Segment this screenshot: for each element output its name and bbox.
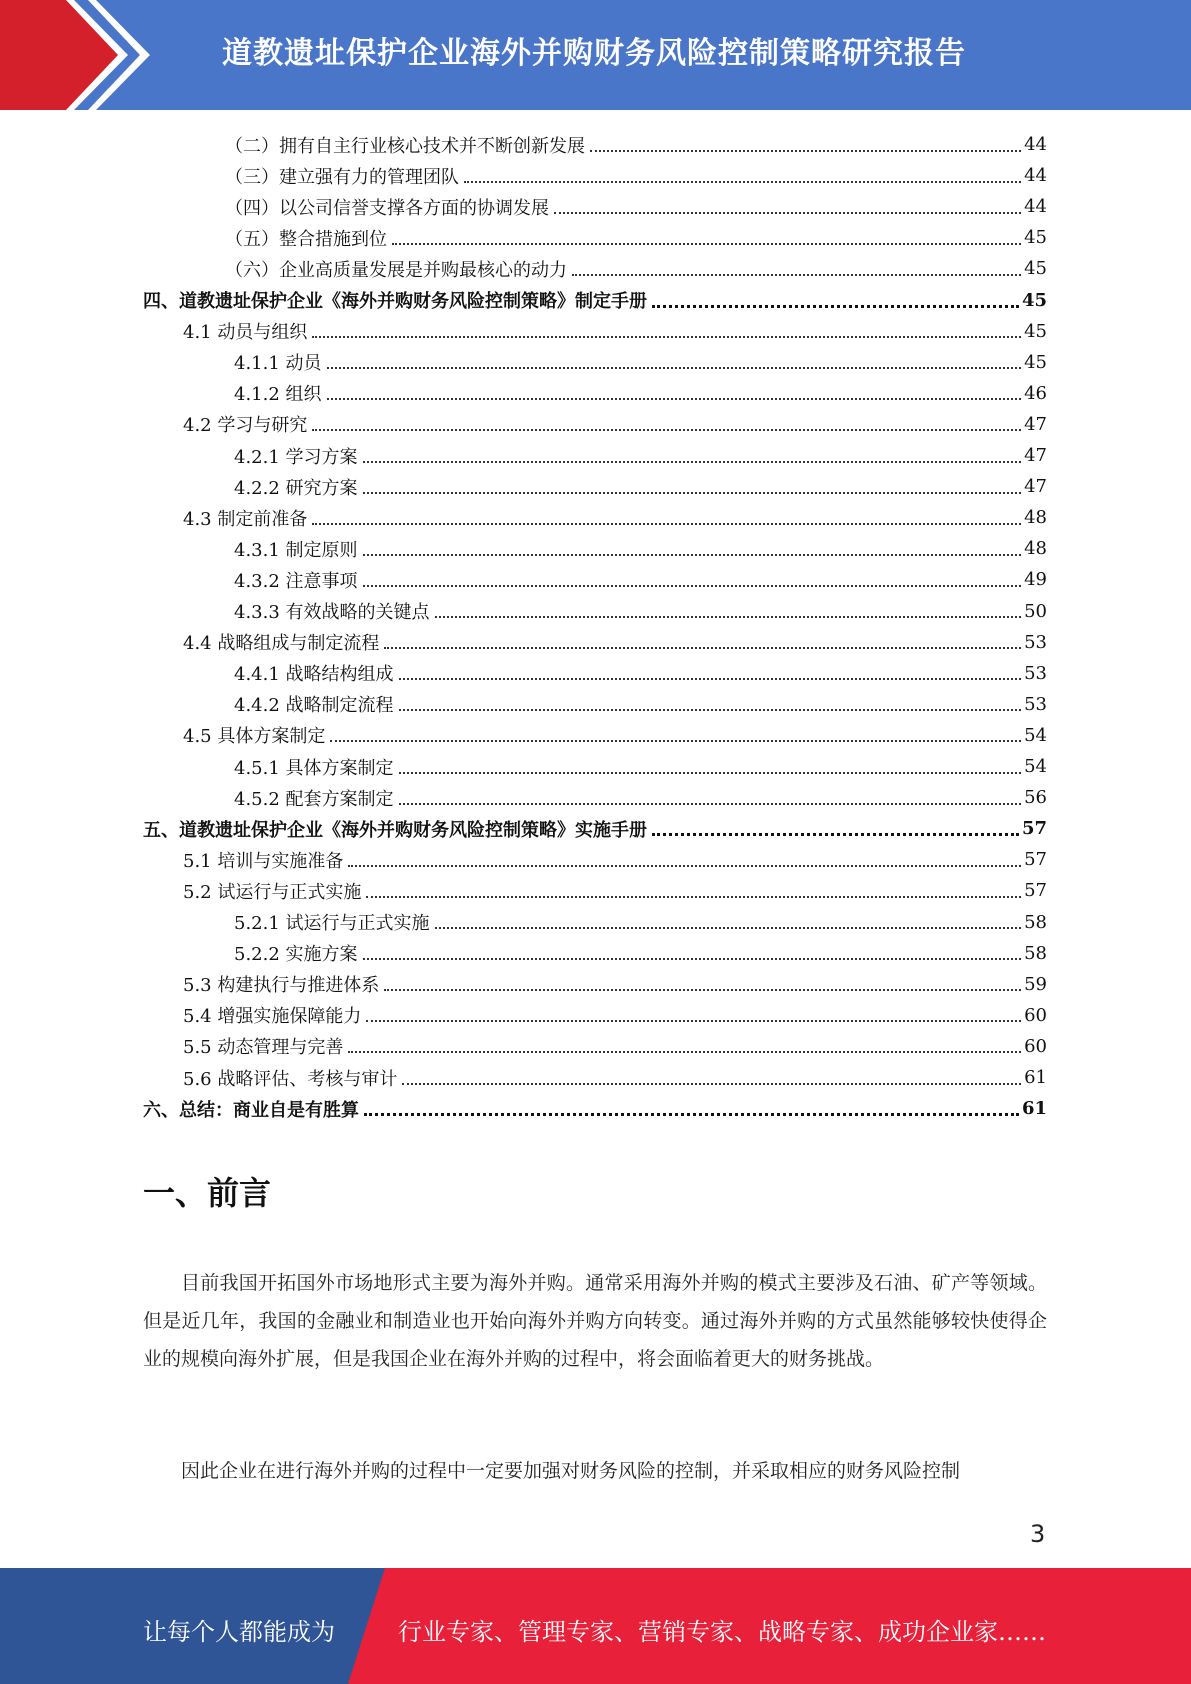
toc-entry-label: 5.4 增强实施保障能力 — [183, 1006, 362, 1028]
toc-dot-leader — [435, 616, 1022, 618]
toc-entry[interactable] — [225, 222, 1047, 253]
toc-entry-label: 五、道教遗址保护企业《海外并购财务风险控制策略》实施手册 — [143, 819, 647, 841]
toc-entry[interactable] — [225, 129, 1047, 160]
toc-entry-label: 4.2.1 学习方案 — [234, 446, 358, 468]
toc-dot-leader — [384, 989, 1021, 991]
toc-entry-page: 54 — [1024, 756, 1047, 777]
toc-dot-leader — [366, 896, 1021, 898]
toc-dot-leader — [392, 243, 1021, 245]
toc-dot-leader — [363, 958, 1022, 960]
toc-entry[interactable] — [234, 938, 1047, 969]
footer-slogan-left: 让每个人都能成为 — [143, 1618, 335, 1646]
toc-dot-leader — [330, 740, 1021, 742]
toc-dot-leader — [348, 1051, 1021, 1053]
toc-entry-label: 5.5 动态管理与完善 — [183, 1037, 344, 1059]
toc-dot-leader — [312, 336, 1021, 338]
toc-entry-label: 4.5.1 具体方案制定 — [234, 757, 394, 779]
toc-entry-label: 5.1 培训与实施准备 — [183, 850, 344, 872]
toc-entry[interactable] — [183, 720, 1047, 751]
toc-entry-label: 4.5 具体方案制定 — [183, 726, 326, 748]
section-heading: 一、前言 — [143, 1174, 272, 1212]
toc-entry-label: 四、道教遗址保护企业《海外并购财务风险控制策略》制定手册 — [143, 291, 647, 312]
toc-entry[interactable] — [234, 378, 1047, 409]
toc-entry[interactable] — [234, 471, 1047, 502]
toc-entry-page: 48 — [1024, 538, 1047, 560]
toc-entry-label: 4.1 动员与组织 — [183, 322, 308, 344]
toc-entry-page: 45 — [1024, 258, 1047, 280]
toc-dot-leader — [312, 523, 1021, 525]
toc-entry[interactable] — [143, 813, 1047, 844]
toc-entry-page: 53 — [1024, 631, 1047, 653]
toc-entry-label: 4.4.1 战略结构组成 — [234, 664, 394, 686]
toc-dot-leader — [312, 429, 1021, 431]
toc-entry-label: 4.1.1 动员 — [234, 353, 322, 375]
toc-entry-page: 47 — [1024, 413, 1047, 435]
toc-entry-label: 4.1.2 组织 — [234, 384, 322, 406]
toc-entry-page: 44 — [1024, 165, 1047, 187]
toc-entry[interactable] — [225, 253, 1047, 284]
toc-entry[interactable] — [234, 533, 1047, 564]
toc-entry-page: 50 — [1024, 600, 1047, 622]
toc-entry-label: 5.6 战略评估、考核与审计 — [183, 1068, 398, 1090]
toc-entry-label: 4.4 战略组成与制定流程 — [183, 633, 380, 655]
toc-dot-leader — [402, 1083, 1021, 1085]
toc-entry-page: 57 — [1024, 849, 1047, 871]
toc-entry-label: 5.2.2 实施方案 — [234, 944, 358, 966]
toc-entry-page: 47 — [1024, 476, 1047, 498]
toc-entry-page: 58 — [1024, 911, 1047, 933]
toc-entry[interactable] — [183, 969, 1047, 1000]
toc-entry-label: 4.3.1 制定原则 — [234, 539, 358, 561]
toc-entry-label: 六、总结：商业自是有胜算 — [143, 1099, 359, 1121]
toc-entry-page: 53 — [1024, 693, 1047, 715]
toc-entry[interactable] — [183, 1000, 1047, 1031]
toc-dot-leader — [652, 833, 1019, 836]
toc-dot-leader — [363, 585, 1022, 587]
toc-entry[interactable] — [234, 596, 1047, 627]
toc-entry[interactable] — [234, 751, 1047, 782]
toc-dot-leader — [572, 274, 1021, 276]
toc-dot-leader — [554, 212, 1021, 214]
toc-entry[interactable] — [183, 875, 1047, 906]
toc-entry-page: 57 — [1021, 818, 1047, 840]
toc-entry[interactable] — [234, 658, 1047, 689]
toc-entry-label: 4.3.3 有效战略的关键点 — [234, 602, 430, 623]
toc-entry[interactable] — [234, 564, 1047, 595]
toc-entry-label: （四）以公司信誉支撑各方面的协调发展 — [225, 197, 549, 219]
toc-dot-leader — [327, 398, 1022, 400]
toc-entry[interactable] — [225, 191, 1047, 222]
toc-dot-leader — [348, 865, 1021, 867]
toc-entry-label: （三）建立强有力的管理团队 — [225, 166, 459, 188]
toc-entry-label: 4.2.2 研究方案 — [234, 477, 358, 499]
toc-entry[interactable] — [225, 160, 1047, 191]
toc-entry-page: 61 — [1021, 1098, 1047, 1120]
toc-entry-page: 48 — [1024, 507, 1047, 529]
toc-dot-leader — [366, 1020, 1021, 1022]
body-paragraph: 因此企业在进行海外并购的过程中一定要加强对财务风险的控制，并采取相应的财务风险控制 — [181, 1460, 961, 1482]
toc-entry-page: 61 — [1024, 1067, 1047, 1088]
toc-dot-leader — [399, 678, 1022, 680]
toc-entry-page: 45 — [1024, 227, 1047, 249]
toc-entry-page: 44 — [1024, 196, 1047, 218]
toc-entry-page: 58 — [1024, 942, 1047, 964]
toc-entry[interactable] — [183, 502, 1047, 533]
toc-entry-page: 54 — [1024, 724, 1047, 746]
toc-entry-page: 53 — [1024, 662, 1047, 684]
toc-entry[interactable] — [183, 316, 1047, 347]
toc-entry-page: 49 — [1024, 569, 1047, 591]
toc-entry-page: 47 — [1024, 445, 1047, 466]
toc-dot-leader — [590, 150, 1021, 152]
toc-entry-label: 4.3.2 注意事项 — [234, 570, 358, 592]
toc-entry[interactable] — [234, 689, 1047, 720]
page-header — [0, 0, 1191, 110]
toc-entry[interactable] — [234, 440, 1047, 471]
toc-entry-page: 59 — [1024, 973, 1047, 995]
toc-entry-page: 45 — [1024, 351, 1047, 373]
toc-entry-label: （二）拥有自主行业核心技术并不断创新发展 — [225, 135, 585, 157]
toc-entry-page: 45 — [1024, 320, 1047, 342]
page-footer — [0, 1568, 1191, 1684]
report-title: 道教遗址保护企业海外并购财务风险控制策略研究报告 — [222, 36, 966, 71]
toc-entry-page: 56 — [1024, 787, 1047, 809]
toc-entry-label: 4.3 制定前准备 — [183, 508, 308, 530]
toc-entry[interactable] — [183, 1031, 1047, 1062]
toc-dot-leader — [363, 492, 1022, 494]
toc-dot-leader — [464, 181, 1021, 183]
toc-entry[interactable] — [234, 347, 1047, 378]
toc-entry-label: 5.2 试运行与正式实施 — [183, 881, 362, 903]
toc-entry-page: 44 — [1024, 134, 1047, 155]
toc-entry-page: 46 — [1024, 382, 1047, 404]
toc-entry[interactable] — [234, 907, 1047, 938]
toc-entry-label: 5.2.1 试运行与正式实施 — [234, 913, 430, 934]
toc-dot-leader — [399, 709, 1022, 711]
toc-dot-leader — [384, 647, 1021, 649]
toc-entry-label: 5.3 构建执行与推进体系 — [183, 975, 380, 997]
toc-entry[interactable] — [143, 285, 1047, 316]
toc-entry-page: 60 — [1024, 1035, 1047, 1057]
toc-entry-page: 45 — [1021, 289, 1047, 311]
toc-entry[interactable] — [183, 409, 1047, 440]
toc-dot-leader — [399, 803, 1022, 805]
toc-dot-leader — [399, 772, 1022, 774]
body-paragraph: 目前我国开拓国外市场地形式主要为海外并购。通常采用海外并购的模式主要涉及石油、矿产等领域。但是近几年，我国的金融业和制造业也开始向海外并购方向转变。通过海外并购的方式虽然能够较快使得企业的规模向海外扩展，但是我国企业在海外并购的过程中，将会面临着更大的财务挑战。 — [143, 1272, 1047, 1370]
toc-entry[interactable] — [183, 627, 1047, 658]
toc-entry-page: 57 — [1024, 880, 1047, 902]
toc-entry-label: 4.2 学习与研究 — [183, 415, 308, 437]
page-number: 3 — [1030, 1520, 1046, 1548]
toc-entry-label: 4.5.2 配套方案制定 — [234, 788, 394, 810]
toc-entry-label: （六）企业高质量发展是并购最核心的动力 — [225, 259, 567, 281]
toc-dot-leader — [652, 305, 1019, 308]
toc-entry-label: （五）整合措施到位 — [225, 228, 387, 250]
toc-dot-leader — [363, 461, 1022, 463]
toc-dot-leader — [327, 367, 1022, 369]
toc-entry[interactable] — [183, 844, 1047, 875]
toc-entry[interactable] — [183, 1062, 1047, 1093]
toc-dot-leader — [435, 927, 1022, 929]
toc-dot-leader — [364, 1113, 1019, 1116]
toc-entry-label: 4.4.2 战略制定流程 — [234, 695, 394, 717]
footer-slogan-right: 行业专家、管理专家、营销专家、战略专家、成功企业家…… — [398, 1618, 1046, 1646]
toc-entry[interactable] — [143, 1093, 1047, 1124]
toc-entry[interactable] — [234, 782, 1047, 813]
toc-entry-page: 60 — [1024, 1004, 1047, 1026]
toc-dot-leader — [363, 554, 1022, 556]
